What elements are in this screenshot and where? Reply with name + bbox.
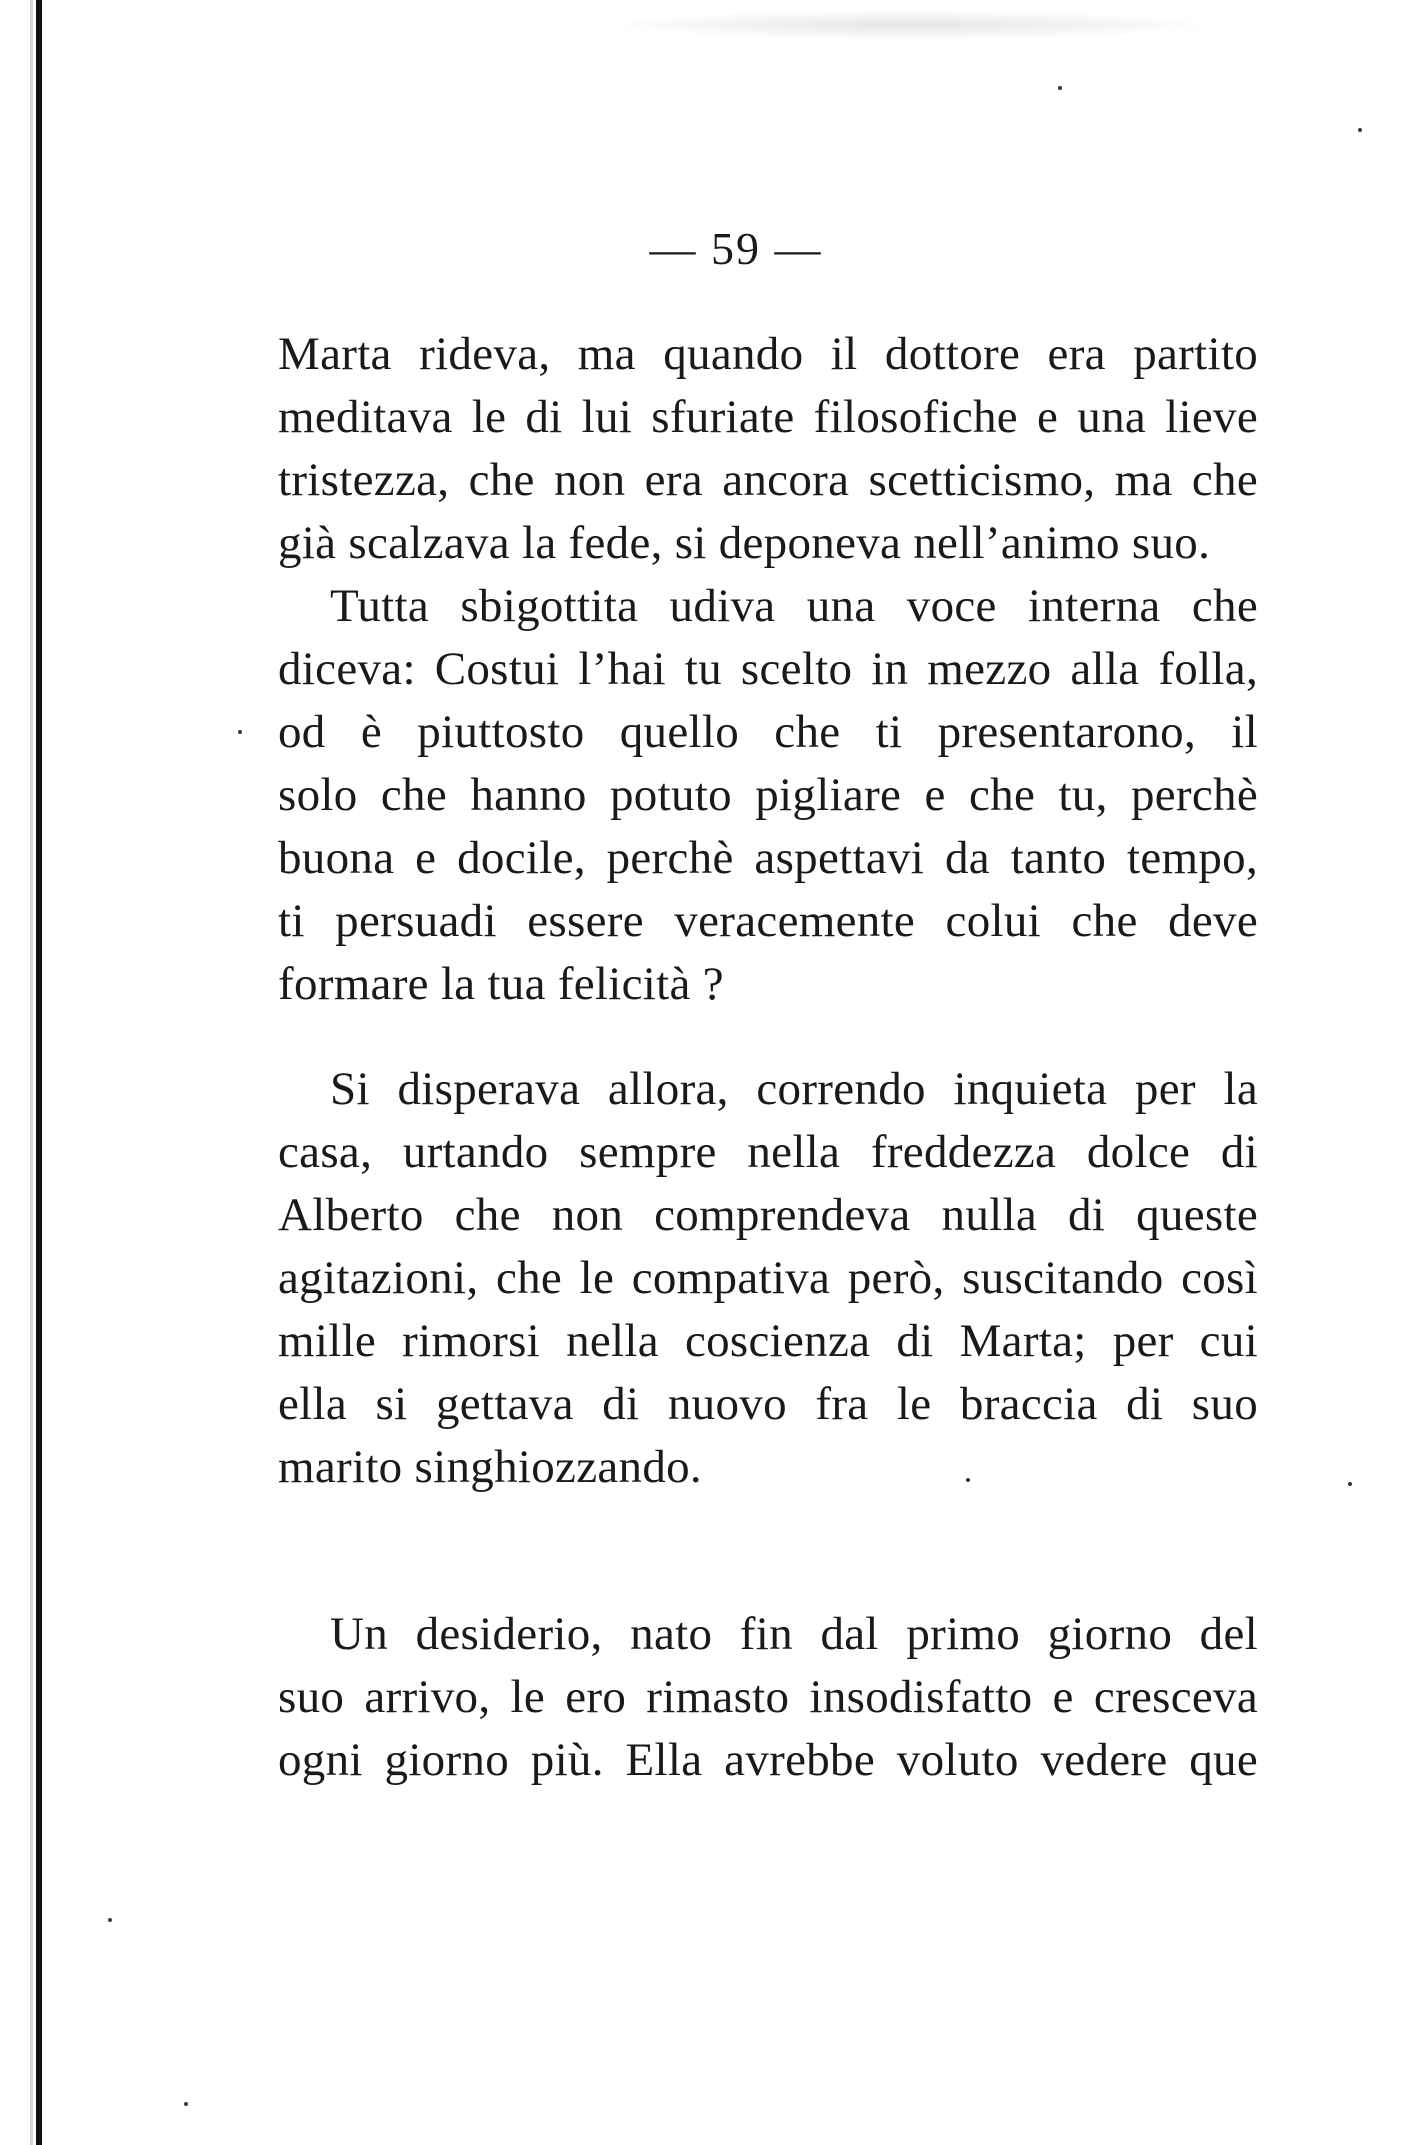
paragraph: [278, 1603, 1258, 1792]
text-line: casa, urtando sempre nella freddezza dolce di: [278, 1126, 1258, 1178]
text-line: marito singhiozzando.: [278, 1441, 702, 1493]
text-line: Tutta sbigottita udiva una voce interna che: [330, 580, 1258, 632]
text-line: formare la tua felicità ?: [278, 958, 724, 1010]
scan-speck: [1348, 1482, 1352, 1486]
text-line: Marta rideva, ma quando il dottore era partito: [278, 328, 1258, 380]
text-line: ella si gettava di nuovo fra le braccia di suo: [278, 1378, 1258, 1430]
scan-speck: [184, 2102, 188, 2106]
text-line: suo arrivo, le ero rimasto insodisfatto e cresceva: [278, 1671, 1258, 1723]
paragraph: [278, 575, 1258, 1016]
text-line: buona e docile, perchè aspettavi da tanto tempo,: [278, 832, 1258, 884]
scan-speck: [1358, 128, 1362, 132]
paragraph: [278, 1058, 1258, 1499]
text-line: già scalzava la fede, si deponeva nell’animo suo.: [278, 517, 1211, 569]
scan-edge-shadow: [30, 0, 33, 2145]
text-line: Si disperava allora, correndo inquieta per la: [330, 1063, 1258, 1115]
scan-noise: [600, 10, 1220, 40]
text-line: Un desiderio, nato fin dal primo giorno del: [330, 1608, 1258, 1660]
paragraph: [278, 323, 1258, 575]
scan-speck: [238, 730, 242, 734]
text-line: ogni giorno più. Ella avrebbe voluto vedere que: [278, 1734, 1258, 1786]
text-line: meditava le di lui sfuriate filosofiche e una lieve: [278, 391, 1258, 443]
text-line: ti persuadi essere veracemente colui che deve: [278, 895, 1258, 947]
text-line: mille rimorsi nella coscienza di Marta; per cui: [278, 1315, 1258, 1367]
page-number: — 59 —: [649, 223, 823, 274]
scan-speck: [108, 1918, 112, 1922]
scan-speck: [1058, 86, 1062, 90]
text-line: diceva: Costui l’hai tu scelto in mezzo alla folla,: [278, 643, 1258, 695]
text-line: Alberto che non comprendeva nulla di queste: [278, 1189, 1258, 1241]
scan-page-edge: [36, 0, 42, 2145]
text-line: od è piuttosto quello che ti presentarono, il: [278, 706, 1258, 758]
text-line: agitazioni, che le compativa però, suscitando così: [278, 1252, 1258, 1304]
text-line: solo che hanno potuto pigliare e che tu, perchè: [278, 769, 1258, 821]
text-line: tristezza, che non era ancora scetticismo, ma che: [278, 454, 1258, 506]
